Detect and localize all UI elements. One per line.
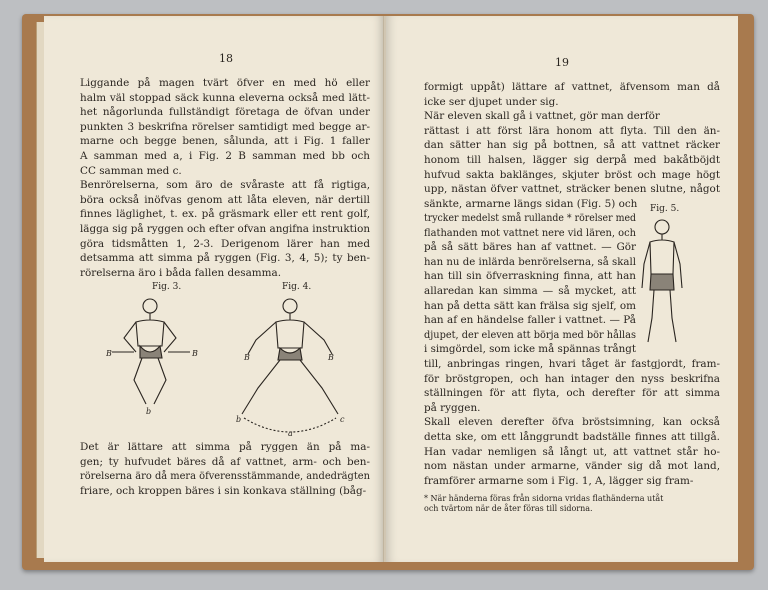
text-line: Han vadar nemligen så långt ut, att vattnet står ho- bbox=[424, 445, 720, 458]
text-line: detsamma att simma på ryggen (Fig. 3, 4, 5); ty ben- bbox=[80, 252, 370, 265]
text-line: lägga sig på ryggen och efter ofvan angifna instruktion bbox=[80, 223, 370, 235]
text-line: När eleven skall gå i vattnet, gör man derför bbox=[424, 110, 660, 123]
fig3-letter: B bbox=[106, 349, 112, 358]
text-line: Skall eleven derefter öfva bröstsimning, kan också bbox=[424, 416, 720, 429]
fig4-letter: b bbox=[236, 415, 242, 424]
text-line: han nu de inlärda benrörelserna, så skall bbox=[424, 255, 636, 268]
text-line: formigt uppåt) lättare af vattnet, äfvensom man då bbox=[424, 81, 720, 93]
text-line: djupet, der eleven att börja med bör hållas bbox=[424, 328, 636, 341]
fig4-letter: B bbox=[328, 353, 334, 362]
fig4-letter: c bbox=[340, 415, 345, 424]
text-line: dan sätter han sig på bottnen, så att vattnet räcker bbox=[424, 139, 720, 152]
fig3-letter: b bbox=[146, 407, 152, 416]
text-line: Benrörelserna, som äro de svåraste att få rigtiga, bbox=[80, 179, 370, 192]
fig4-letter: B bbox=[244, 353, 250, 362]
figure-5-illustration bbox=[638, 218, 688, 348]
text-line: på ryggen. bbox=[424, 401, 481, 414]
text-line: upp, nästan öfver vattnet, sträcker benen slutne, något bbox=[424, 183, 720, 196]
text-line: A samman med a, i Fig. 2 B samman med bb och bbox=[80, 150, 370, 162]
figure-4-illustration bbox=[234, 296, 354, 436]
text-line: för bröstgropen, och han intager den nyss beskrifna bbox=[424, 372, 720, 385]
text-line: hufvud sakta baklänges, skjuter bröst och mage högt bbox=[424, 168, 720, 181]
figure-caption-4: Fig. 4. bbox=[282, 282, 312, 292]
footnote-line: och tvärtom när de åter föras till sidorna. bbox=[424, 504, 593, 513]
text-line: rättast i att först lära honom att flyta. Till den än- bbox=[424, 124, 720, 137]
text-line: i simgördel, som icke må spännas trångt bbox=[424, 343, 636, 356]
text-line: punkten 3 beskrifna rörelser samtidigt med begge ar- bbox=[80, 120, 370, 133]
text-line: flathanden mot vattnet nere vid lären, och bbox=[424, 226, 636, 239]
text-line: icke ser djupet under sig. bbox=[424, 95, 559, 108]
text-line: rörelserna äro i båda fallen desamma. bbox=[80, 266, 282, 279]
text-line: han af en händelse faller i vattnet. — På bbox=[424, 314, 636, 327]
text-line: han till sin öfverraskning finna, att han bbox=[424, 270, 636, 283]
text-line: honom till halsen, lägger sig derpå med bakåtböjdt bbox=[424, 154, 720, 166]
text-line: på så sätt bäres han af vattnet. — Gör bbox=[424, 241, 636, 254]
text-line: friare, och kroppen bäres i sin konkava ställning (båg- bbox=[80, 484, 367, 497]
text-line: ställningen för att flyta, och derefter för att simma bbox=[424, 387, 720, 400]
text-line: finnes läglighet, t. ex. på gräsmark eller ett rent golf, bbox=[80, 208, 370, 221]
figure-caption-5: Fig. 5. bbox=[650, 204, 680, 214]
text-line: nom nästan under armarne, vänder sig då mot land, bbox=[424, 460, 720, 473]
text-line: han på detta sätt kan frälsa sig sjelf, om bbox=[424, 299, 636, 312]
text-line: böra också inöfvas genom att låta eleven, när dertill bbox=[80, 193, 370, 206]
text-line: gen; ty hufvudet bäres då af vattnet, arm- och ben- bbox=[80, 455, 370, 468]
text-line: detta ske, om ett långgrundt badställe finnes att tillgå. bbox=[424, 431, 720, 443]
left-page bbox=[44, 16, 384, 562]
text-line: framförer armarne som i Fig. 1, A, lägger sig fram- bbox=[424, 474, 694, 487]
fig4-letter: a bbox=[288, 429, 293, 436]
text-line: marne och begge benen, sålunda, att i Fig. 1 faller bbox=[80, 135, 370, 148]
figure-3-illustration bbox=[106, 296, 226, 416]
right-page bbox=[386, 16, 738, 562]
fig3-letter: B bbox=[192, 349, 198, 358]
text-line: till, anbringas ringen, hvari tåget är fastgjordt, fram- bbox=[424, 358, 720, 370]
footnote-line: * När händerna föras från sidorna vridas flathänderna utåt bbox=[424, 494, 664, 503]
figure-caption-3: Fig. 3. bbox=[152, 282, 182, 292]
text-line: trycker medelst små rullande * rörelser med bbox=[424, 212, 636, 224]
text-line: sänkte, armarne längs sidan (Fig. 5) och bbox=[424, 197, 638, 210]
text-line: het någorlunda fullständigt företaga de öfvan under bbox=[80, 106, 370, 119]
text-line: CC samman med c. bbox=[80, 164, 182, 177]
page-number: 18 bbox=[219, 52, 233, 65]
text-line: halm väl stoppad säck kunna eleverna också med lätt- bbox=[80, 91, 370, 104]
text-line: rörelserna äro då mera öfverensstämmande, andedrägten bbox=[80, 470, 370, 483]
text-line: Det är lättare att simma på ryggen än på ma- bbox=[80, 441, 370, 453]
page-number: 19 bbox=[555, 56, 569, 69]
text-line: göra tidsmåtten 1, 2-3. Derigenom lärer han med bbox=[80, 237, 370, 250]
text-line: allaredan kan simma — så mycket, att bbox=[424, 285, 636, 297]
text-line: Liggande på magen tvärt öfver en med hö eller bbox=[80, 77, 370, 89]
